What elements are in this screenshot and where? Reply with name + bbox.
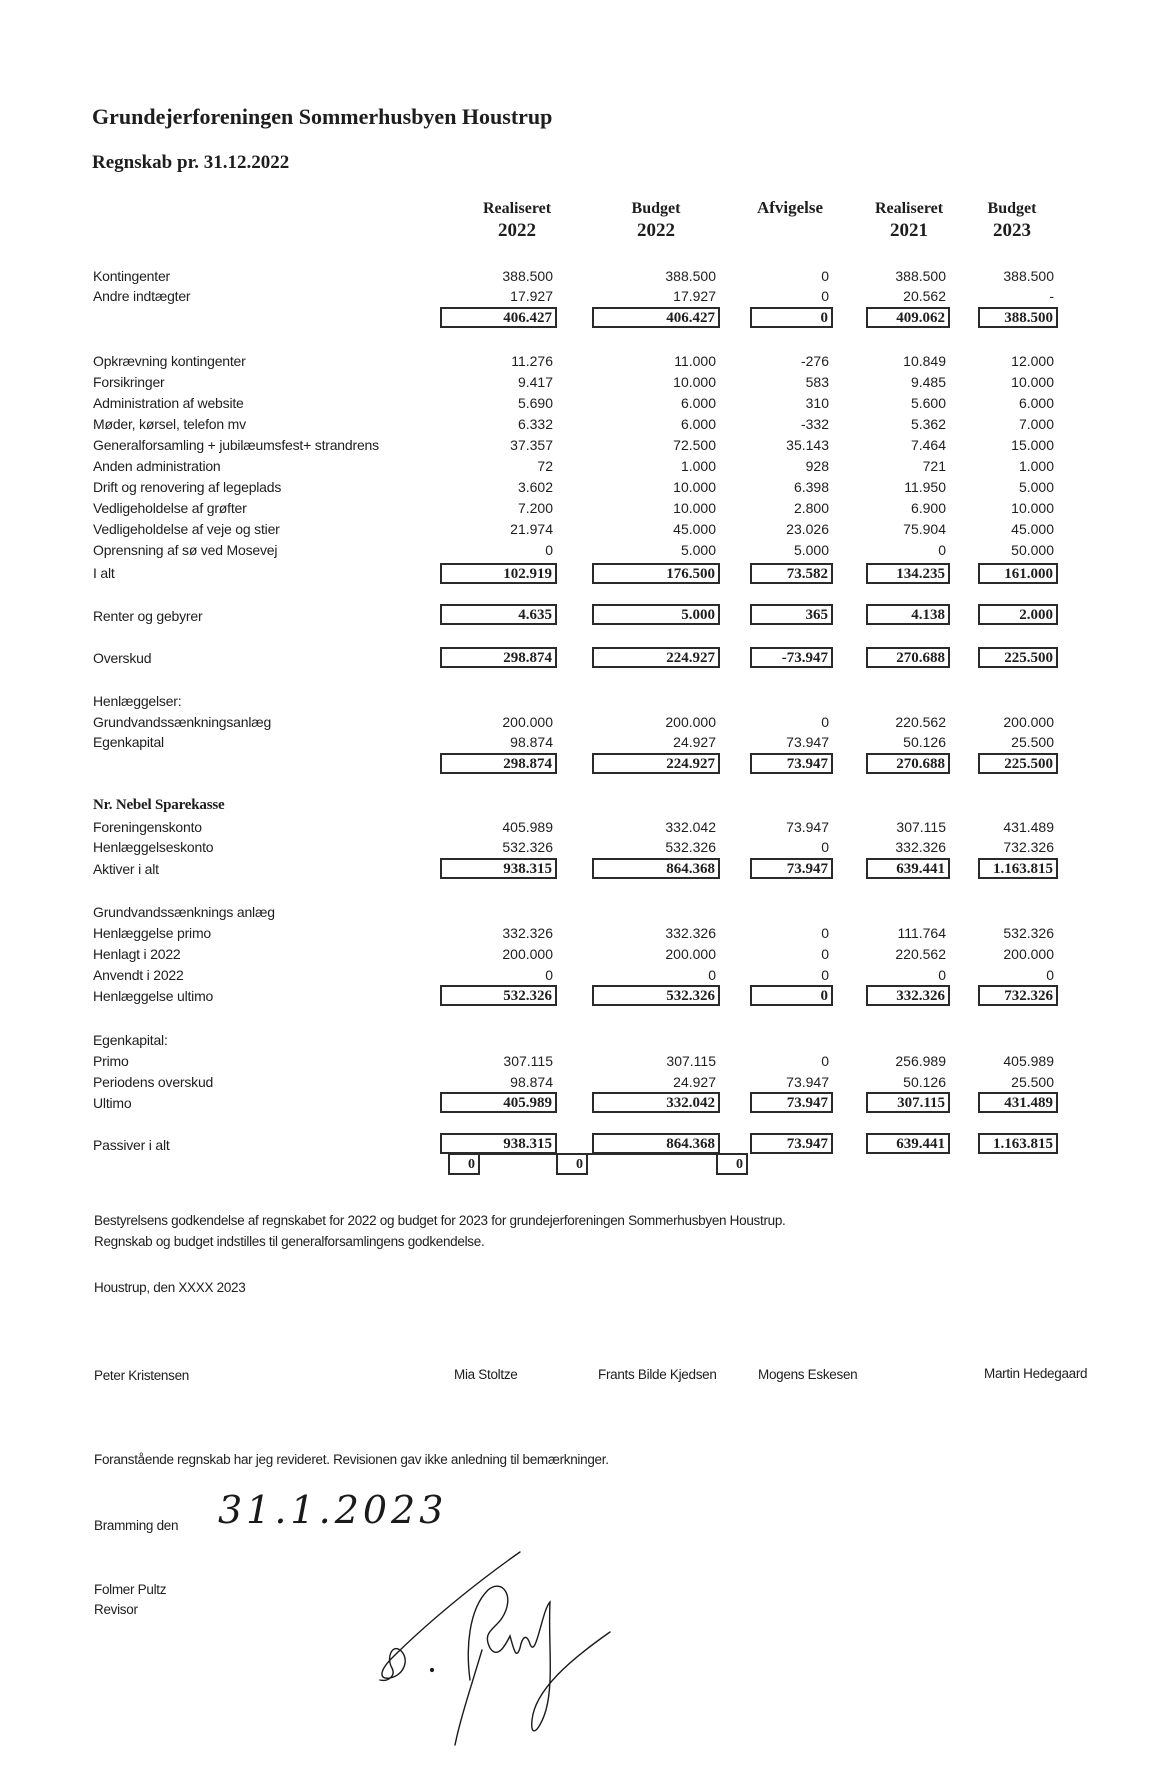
income-total-4: 409.062 <box>866 307 950 328</box>
column-header-line2: 2022 <box>637 220 675 241</box>
column-header-realiseret-2021 <box>854 200 964 242</box>
allocation-value-1: 200.000 <box>502 714 553 730</box>
expense-value-5: 6.000 <box>1018 395 1054 411</box>
expense-value-3: -332 <box>800 416 829 432</box>
equity-value-5: 405.989 <box>1003 1053 1054 1069</box>
audit-statement: Foranstående regnskab har jeg revideret. Revisionen gav ikke anledning til bemærkninger. <box>94 1452 609 1467</box>
assets-total-5: 1.163.815 <box>978 858 1058 879</box>
groundwater-total-3: 0 <box>750 985 833 1006</box>
assets-total-label: Aktiver i alt <box>93 861 159 877</box>
equity-value-3: 73.947 <box>786 1074 829 1090</box>
groundwater-row-label: Henlagt i 2022 <box>93 946 181 962</box>
allocation-row-label: Egenkapital <box>93 734 164 750</box>
surplus-value-1: 298.874 <box>440 647 557 668</box>
expense-value-3: 35.143 <box>786 437 829 453</box>
income-value-3: 0 <box>821 268 829 284</box>
expense-value-5: 12.000 <box>1011 353 1054 369</box>
expense-value-2: 45.000 <box>673 521 716 537</box>
expense-value-1: 0 <box>545 542 553 558</box>
column-header-line1: Budget <box>631 200 681 217</box>
groundwater-value-4: 111.764 <box>897 925 946 941</box>
expense-value-4: 6.900 <box>910 500 946 516</box>
equity-value-1: 98.874 <box>510 1074 553 1090</box>
income-value-1: 388.500 <box>502 268 553 284</box>
column-header-line2: 2023 <box>993 220 1031 241</box>
groundwater-total-label: Henlæggelse ultimo <box>93 988 214 1004</box>
expense-row-label: Møder, kørsel, telefon mv <box>93 416 246 432</box>
groundwater-value-5: 532.326 <box>1003 925 1054 941</box>
income-row-label: Andre indtægter <box>93 288 191 304</box>
expenses-total-3: 73.582 <box>750 563 833 584</box>
allocation-value-2: 200.000 <box>665 714 716 730</box>
expense-value-5: 5.000 <box>1018 479 1054 495</box>
groundwater-value-3: 0 <box>821 967 829 983</box>
expense-value-4: 10.849 <box>903 353 946 369</box>
surplus-value-2: 224.927 <box>592 647 720 668</box>
liabilities-total-3: 73.947 <box>750 1133 833 1154</box>
equity-total-2: 332.042 <box>592 1092 720 1113</box>
income-value-2: 388.500 <box>665 268 716 284</box>
allocations-total-3: 73.947 <box>750 753 833 774</box>
bank-heading: Nr. Nebel Sparekasse <box>93 797 225 813</box>
audit-place-label: Bramming den <box>94 1518 179 1533</box>
expense-value-1: 11.276 <box>511 353 553 369</box>
equity-value-2: 24.927 <box>673 1074 716 1090</box>
surplus-value-5: 225.500 <box>978 647 1058 668</box>
equity-value-3: 0 <box>821 1053 829 1069</box>
expenses-total-5: 161.000 <box>978 563 1058 584</box>
bank-row-label: Foreningenskonto <box>93 819 202 835</box>
bank-value-3: 0 <box>821 839 829 855</box>
expense-value-2: 72.500 <box>673 437 716 453</box>
bank-value-3: 73.947 <box>786 819 829 835</box>
equity-total-label: Ultimo <box>93 1095 132 1111</box>
groundwater-row-label: Henlæggelse primo <box>93 925 211 941</box>
groundwater-value-5: 0 <box>1046 967 1054 983</box>
income-value-5: - <box>1049 288 1054 304</box>
equity-row-label: Periodens overskud <box>93 1074 214 1090</box>
column-header-line1: Realiseret <box>482 200 552 217</box>
groundwater-value-4: 220.562 <box>895 946 946 962</box>
equity-row-label: Primo <box>93 1053 129 1069</box>
allocation-value-2: 24.927 <box>673 734 716 750</box>
equity-total-3: 73.947 <box>750 1092 833 1113</box>
groundwater-total-2: 532.326 <box>592 985 720 1006</box>
expenses-total-2: 176.500 <box>592 563 720 584</box>
groundwater-value-2: 332.326 <box>665 925 716 941</box>
income-total-5: 388.500 <box>978 307 1058 328</box>
auditor-name: Folmer Pultz <box>94 1582 167 1597</box>
equity-value-2: 307.115 <box>666 1053 716 1069</box>
groundwater-value-3: 0 <box>821 946 829 962</box>
bank-value-2: 332.042 <box>665 819 716 835</box>
groundwater-value-2: 0 <box>708 967 716 983</box>
expense-row-label: Anden administration <box>93 458 221 474</box>
groundwater-total-4: 332.326 <box>866 985 950 1006</box>
income-value-2: 17.927 <box>673 288 716 304</box>
expense-value-1: 37.357 <box>510 437 553 453</box>
bank-value-5: 431.489 <box>1003 819 1054 835</box>
expense-value-3: 928 <box>805 458 829 474</box>
equity-value-1: 307.115 <box>503 1053 553 1069</box>
expense-value-2: 10.000 <box>673 500 716 516</box>
groundwater-value-2: 200.000 <box>665 946 716 962</box>
interest-value-4: 4.138 <box>866 604 950 625</box>
equity-value-5: 25.500 <box>1011 1074 1054 1090</box>
column-header-line2: 2021 <box>890 220 928 241</box>
groundwater-total-5: 732.326 <box>978 985 1058 1006</box>
surplus-value-3: -73.947 <box>750 647 833 668</box>
expense-value-4: 5.600 <box>910 395 946 411</box>
income-value-4: 20.562 <box>903 288 946 304</box>
income-total-1: 406.427 <box>440 307 557 328</box>
approval-statement: Bestyrelsens godkendelse af regnskabet for 2022 og budget for 2023 for grundejerforeningen Sommerhusbyen Houstrup. <box>94 1213 786 1228</box>
expense-value-1: 3.602 <box>517 479 553 495</box>
assets-total-1: 938.315 <box>440 858 557 879</box>
expense-value-4: 721 <box>922 458 946 474</box>
expense-row-label: Oprensning af sø ved Mosevej <box>93 542 278 558</box>
allocation-value-5: 25.500 <box>1011 734 1054 750</box>
interest-value-3: 365 <box>750 604 833 625</box>
expense-value-1: 7.200 <box>517 500 553 516</box>
liabilities-total-2: 864.368 <box>592 1133 720 1154</box>
interest-value-5: 2.000 <box>978 604 1058 625</box>
income-total-3: 0 <box>750 307 833 328</box>
expense-value-4: 7.464 <box>910 437 946 453</box>
allocations-total-2: 224.927 <box>592 753 720 774</box>
column-header-line1: Realiseret <box>874 200 944 217</box>
expense-row-label: Opkrævning kontingenter <box>93 353 246 369</box>
expense-value-3: 6.398 <box>793 479 829 495</box>
allocation-value-4: 220.562 <box>895 714 946 730</box>
groundwater-value-3: 0 <box>821 925 829 941</box>
balance-check-value: 0 <box>448 1153 480 1175</box>
bank-row-label: Henlæggelseskonto <box>93 839 214 855</box>
equity-heading: Egenkapital: <box>93 1032 168 1048</box>
expenses-total-4: 134.235 <box>866 563 950 584</box>
expense-value-5: 45.000 <box>1011 521 1054 537</box>
expense-row-label: Administration af website <box>93 395 244 411</box>
interest-value-2: 5.000 <box>592 604 720 625</box>
expense-value-1: 72 <box>537 458 553 474</box>
expense-value-3: 5.000 <box>793 542 829 558</box>
allocation-value-5: 200.000 <box>1003 714 1054 730</box>
expense-row-label: Drift og renovering af legeplads <box>93 479 282 495</box>
approval-recommendation: Regnskab og budget indstilles til generalforsamlingens godkendelse. <box>94 1234 485 1249</box>
expense-value-3: 583 <box>805 374 829 390</box>
expense-value-2: 6.000 <box>680 395 716 411</box>
allocation-value-4: 50.126 <box>903 734 946 750</box>
equity-value-4: 50.126 <box>903 1074 946 1090</box>
liabilities-label: Passiver i alt <box>93 1137 170 1153</box>
equity-total-5: 431.489 <box>978 1092 1058 1113</box>
groundwater-value-5: 200.000 <box>1003 946 1054 962</box>
column-header-budget-2022 <box>601 200 711 242</box>
income-value-5: 388.500 <box>1003 268 1054 284</box>
expense-value-3: 23.026 <box>786 521 829 537</box>
allocation-value-1: 98.874 <box>510 734 553 750</box>
allocations-total-1: 298.874 <box>440 753 557 774</box>
groundwater-value-4: 0 <box>938 967 946 983</box>
assets-total-2: 864.368 <box>592 858 720 879</box>
board-member-name: Frants Bilde Kjedsen <box>598 1367 717 1382</box>
surplus-label: Overskud <box>93 650 152 666</box>
bank-value-1: 405.989 <box>502 819 553 835</box>
auditor-signature-icon <box>370 1540 660 1750</box>
expense-value-2: 11.000 <box>674 353 716 369</box>
board-member-name: Peter Kristensen <box>94 1368 189 1383</box>
expense-value-4: 75.904 <box>903 521 946 537</box>
expense-value-4: 5.362 <box>910 416 946 432</box>
handwritten-date: 31.1.2023 <box>218 1488 448 1532</box>
expenses-total-label: I alt <box>93 565 115 581</box>
allocations-total-5: 225.500 <box>978 753 1058 774</box>
column-header-line1: Budget <box>987 200 1037 217</box>
surplus-value-4: 270.688 <box>866 647 950 668</box>
expense-value-2: 10.000 <box>673 374 716 390</box>
expense-value-4: 9.485 <box>910 374 946 390</box>
expense-row-label: Forsikringer <box>93 374 165 390</box>
expense-value-5: 1.000 <box>1018 458 1054 474</box>
document-title: Grundejerforeningen Sommerhusbyen Houstrup <box>92 104 553 129</box>
allocation-value-3: 0 <box>821 714 829 730</box>
expense-value-5: 15.000 <box>1011 437 1054 453</box>
bank-value-5: 732.326 <box>1003 839 1054 855</box>
column-header-budget-2023 <box>957 200 1067 242</box>
expense-value-5: 10.000 <box>1011 374 1054 390</box>
column-header-line2: 2022 <box>498 220 536 241</box>
approval-place-date: Houstrup, den XXXX 2023 <box>94 1280 246 1295</box>
expense-value-5: 10.000 <box>1011 500 1054 516</box>
allocations-total-4: 270.688 <box>866 753 950 774</box>
bank-value-2: 532.326 <box>665 839 716 855</box>
equity-value-4: 256.989 <box>895 1053 946 1069</box>
expense-value-5: 50.000 <box>1011 542 1054 558</box>
bank-value-1: 532.326 <box>502 839 553 855</box>
allocation-value-3: 73.947 <box>786 734 829 750</box>
expense-value-1: 6.332 <box>517 416 553 432</box>
expense-value-2: 1.000 <box>680 458 716 474</box>
expense-value-4: 0 <box>938 542 946 558</box>
board-member-name: Mogens Eskesen <box>758 1367 858 1382</box>
expense-value-2: 10.000 <box>673 479 716 495</box>
income-total-2: 406.427 <box>592 307 720 328</box>
expense-value-2: 5.000 <box>680 542 716 558</box>
liabilities-total-4: 639.441 <box>866 1133 950 1154</box>
document-subtitle: Regnskab pr. 31.12.2022 <box>92 152 290 173</box>
board-member-name: Martin Hedegaard <box>984 1366 1088 1381</box>
bank-value-4: 332.326 <box>895 839 946 855</box>
expense-value-4: 11.950 <box>904 479 946 495</box>
auditor-title: Revisor <box>94 1602 138 1617</box>
balance-check-value: 0 <box>556 1153 588 1175</box>
expense-row-label: Vedligeholdelse af grøfter <box>93 500 247 516</box>
expense-value-5: 7.000 <box>1018 416 1054 432</box>
expense-row-label: Generalforsamling + jubilæumsfest+ strandrens <box>93 437 379 453</box>
expense-value-2: 6.000 <box>680 416 716 432</box>
column-header-afvigelse <box>735 198 845 218</box>
equity-total-4: 307.115 <box>866 1092 950 1113</box>
board-member-name: Mia Stoltze <box>454 1367 518 1382</box>
divider <box>448 1153 748 1155</box>
liabilities-total-1: 938.315 <box>440 1133 557 1154</box>
interest-value-1: 4.635 <box>440 604 557 625</box>
groundwater-row-label: Anvendt i 2022 <box>93 967 184 983</box>
balance-check-value: 0 <box>716 1153 748 1175</box>
income-value-4: 388.500 <box>895 268 946 284</box>
groundwater-value-1: 0 <box>545 967 553 983</box>
income-value-1: 17.927 <box>510 288 553 304</box>
interest-label: Renter og gebyrer <box>93 608 203 624</box>
income-row-label: Kontingenter <box>93 268 170 284</box>
column-header-realiseret-2022 <box>462 200 572 242</box>
groundwater-total-1: 532.326 <box>440 985 557 1006</box>
allocation-row-label: Grundvandssænkningsanlæg <box>93 714 272 730</box>
expense-value-3: 310 <box>805 395 829 411</box>
assets-total-4: 639.441 <box>866 858 950 879</box>
expense-value-1: 5.690 <box>517 395 553 411</box>
expense-row-label: Vedligeholdelse af veje og stier <box>93 521 280 537</box>
expense-value-1: 21.974 <box>510 521 553 537</box>
liabilities-total-5: 1.163.815 <box>978 1133 1058 1154</box>
expense-value-3: 2.800 <box>793 500 829 516</box>
expenses-total-1: 102.919 <box>440 563 557 584</box>
groundwater-value-1: 332.326 <box>502 925 553 941</box>
income-value-3: 0 <box>821 288 829 304</box>
assets-total-3: 73.947 <box>750 858 833 879</box>
bank-value-4: 307.115 <box>896 819 946 835</box>
expense-value-3: -276 <box>800 353 829 369</box>
equity-total-1: 405.989 <box>440 1092 557 1113</box>
groundwater-value-1: 200.000 <box>502 946 553 962</box>
expense-value-1: 9.417 <box>517 374 553 390</box>
allocations-heading: Henlæggelser: <box>93 693 182 709</box>
groundwater-heading: Grundvandssænknings anlæg <box>93 904 275 920</box>
column-header-line1: Afvigelse <box>756 198 824 217</box>
